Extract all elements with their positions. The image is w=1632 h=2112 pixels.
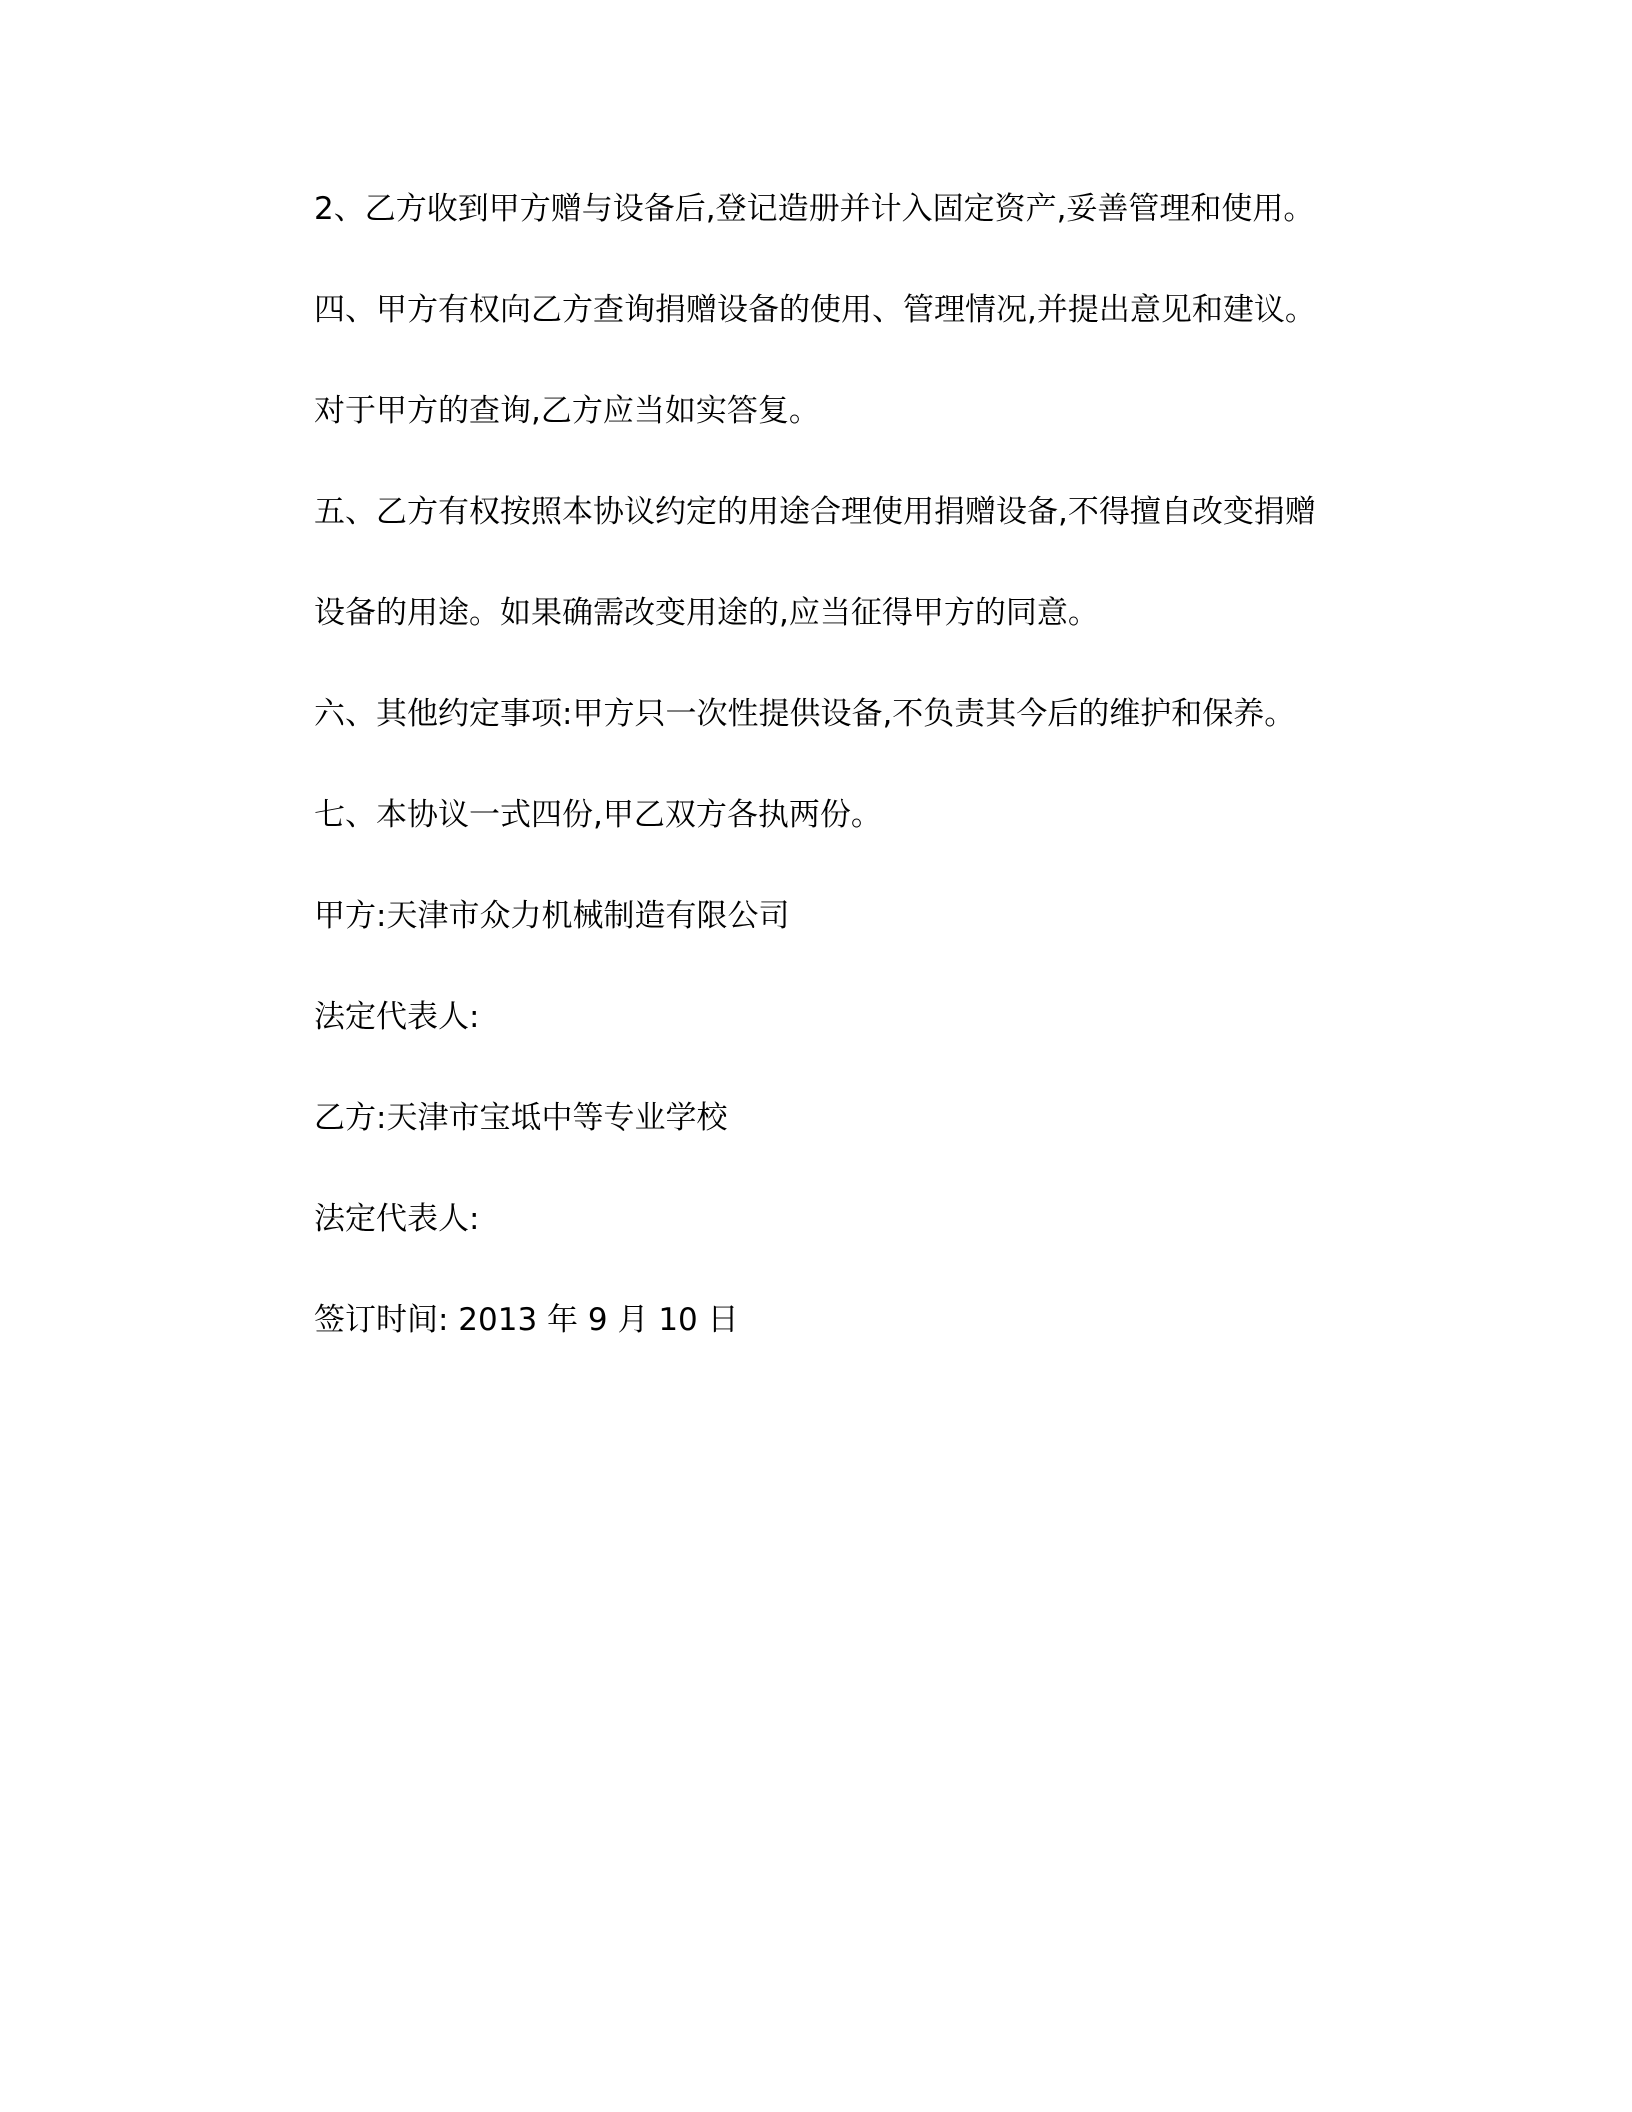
agreement-text (314, 190, 1414, 1402)
clause-6-other-terms: 六、其他约定事项:甲方只一次性提供设备,不负责其今后的维护和保养。 (314, 696, 1296, 732)
clause-7-copies: 七、本协议一式四份,甲乙双方各执两份。 (314, 797, 882, 833)
party-b-name: 乙方:天津市宝坻中等专业学校 (314, 1100, 728, 1136)
clause-5-continuation: 设备的用途。如果确需改变用途的,应当征得甲方的同意。 (314, 595, 1099, 631)
clause-4-donor-inquiry-right: 四、甲方有权向乙方查询捐赠设备的使用、管理情况,并提出意见和建议。 (314, 292, 1316, 328)
party-b-legal-representative: 法定代表人: (314, 1201, 480, 1237)
clause-5-usage-right: 五、乙方有权按照本协议约定的用途合理使用捐赠设备,不得擅自改变捐赠 (314, 494, 1316, 530)
party-a-name: 甲方:天津市众力机械制造有限公司 (314, 898, 790, 934)
signing-date: 签订时间: 2013 年 9 月 10 日 (314, 1302, 739, 1338)
clause-2-recipient-registration: 2、乙方收到甲方赠与设备后,登记造册并计入固定资产,妥善管理和使用。 (314, 191, 1315, 227)
party-a-legal-representative: 法定代表人: (314, 999, 480, 1035)
clause-4-continuation: 对于甲方的查询,乙方应当如实答复。 (314, 393, 820, 429)
